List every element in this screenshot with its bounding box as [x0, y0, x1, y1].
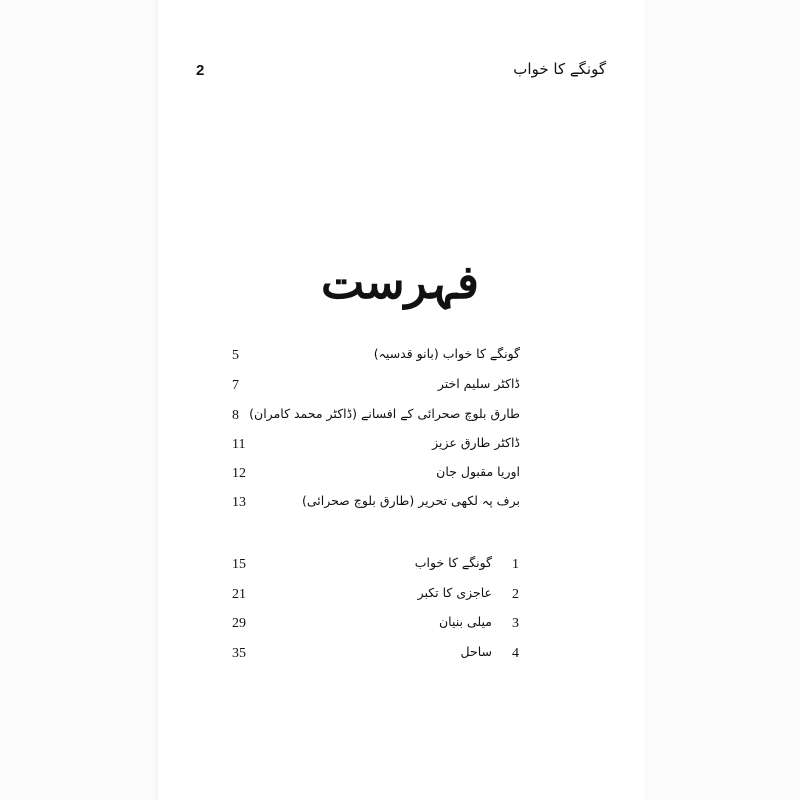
- toc-entry-label: ڈاکٹر سلیم اختر: [437, 376, 520, 391]
- toc-story-number: 4: [512, 646, 519, 661]
- page-number: 2: [196, 62, 205, 79]
- toc-entry-label: اوریا مقبول جان: [436, 464, 520, 479]
- toc-entry: [220, 437, 520, 461]
- toc-entry-label: عاجزی کا تکبر: [417, 585, 492, 600]
- toc-entry-label: میلی بنیان: [438, 614, 492, 629]
- toc-page-number: 29: [232, 616, 246, 631]
- toc-story-entry: [220, 557, 520, 581]
- toc-story-number: 3: [512, 616, 519, 631]
- running-title: گونگے کا خواب: [513, 60, 606, 78]
- toc-page-number: 5: [232, 348, 239, 363]
- toc-page-number: 21: [232, 587, 246, 602]
- toc-page-number: 12: [232, 466, 246, 481]
- toc-page-number: 11: [232, 437, 246, 452]
- toc-story-number: 2: [512, 587, 519, 602]
- toc-story-entry: [220, 646, 520, 670]
- toc-entry: [220, 466, 520, 490]
- toc-entry-label: گونگے کا خواب: [414, 555, 492, 570]
- toc-entry-label: طارق بلوچ صحرائی کے افسانے (ڈاکٹر محمد کامران): [249, 406, 520, 421]
- toc-entry: [220, 408, 520, 432]
- toc-entry-label: گونگے کا خواب (بانو قدسیہ): [373, 346, 520, 361]
- toc-page-number: 35: [232, 646, 246, 661]
- toc-page-number: 13: [232, 495, 246, 510]
- toc-page-number: 7: [232, 378, 239, 393]
- toc-entry-label: ڈاکٹر طارق عزیز: [432, 435, 520, 450]
- toc-entry: [220, 378, 520, 402]
- toc-title: فہرست: [320, 255, 480, 309]
- toc-page-number: 15: [232, 557, 246, 572]
- toc-page-number: 8: [232, 408, 239, 423]
- toc-entry: [220, 348, 520, 372]
- right-margin: [644, 0, 800, 800]
- toc-story-entry: [220, 587, 520, 611]
- left-margin: [0, 0, 158, 800]
- toc-entry: [220, 495, 520, 519]
- toc-entry-label: برف پہ لکھی تحریر (طارق بلوچ صحرائی): [301, 493, 520, 508]
- toc-entry-label: ساحل: [460, 644, 492, 659]
- toc-story-number: 1: [512, 557, 519, 572]
- toc-story-entry: [220, 616, 520, 640]
